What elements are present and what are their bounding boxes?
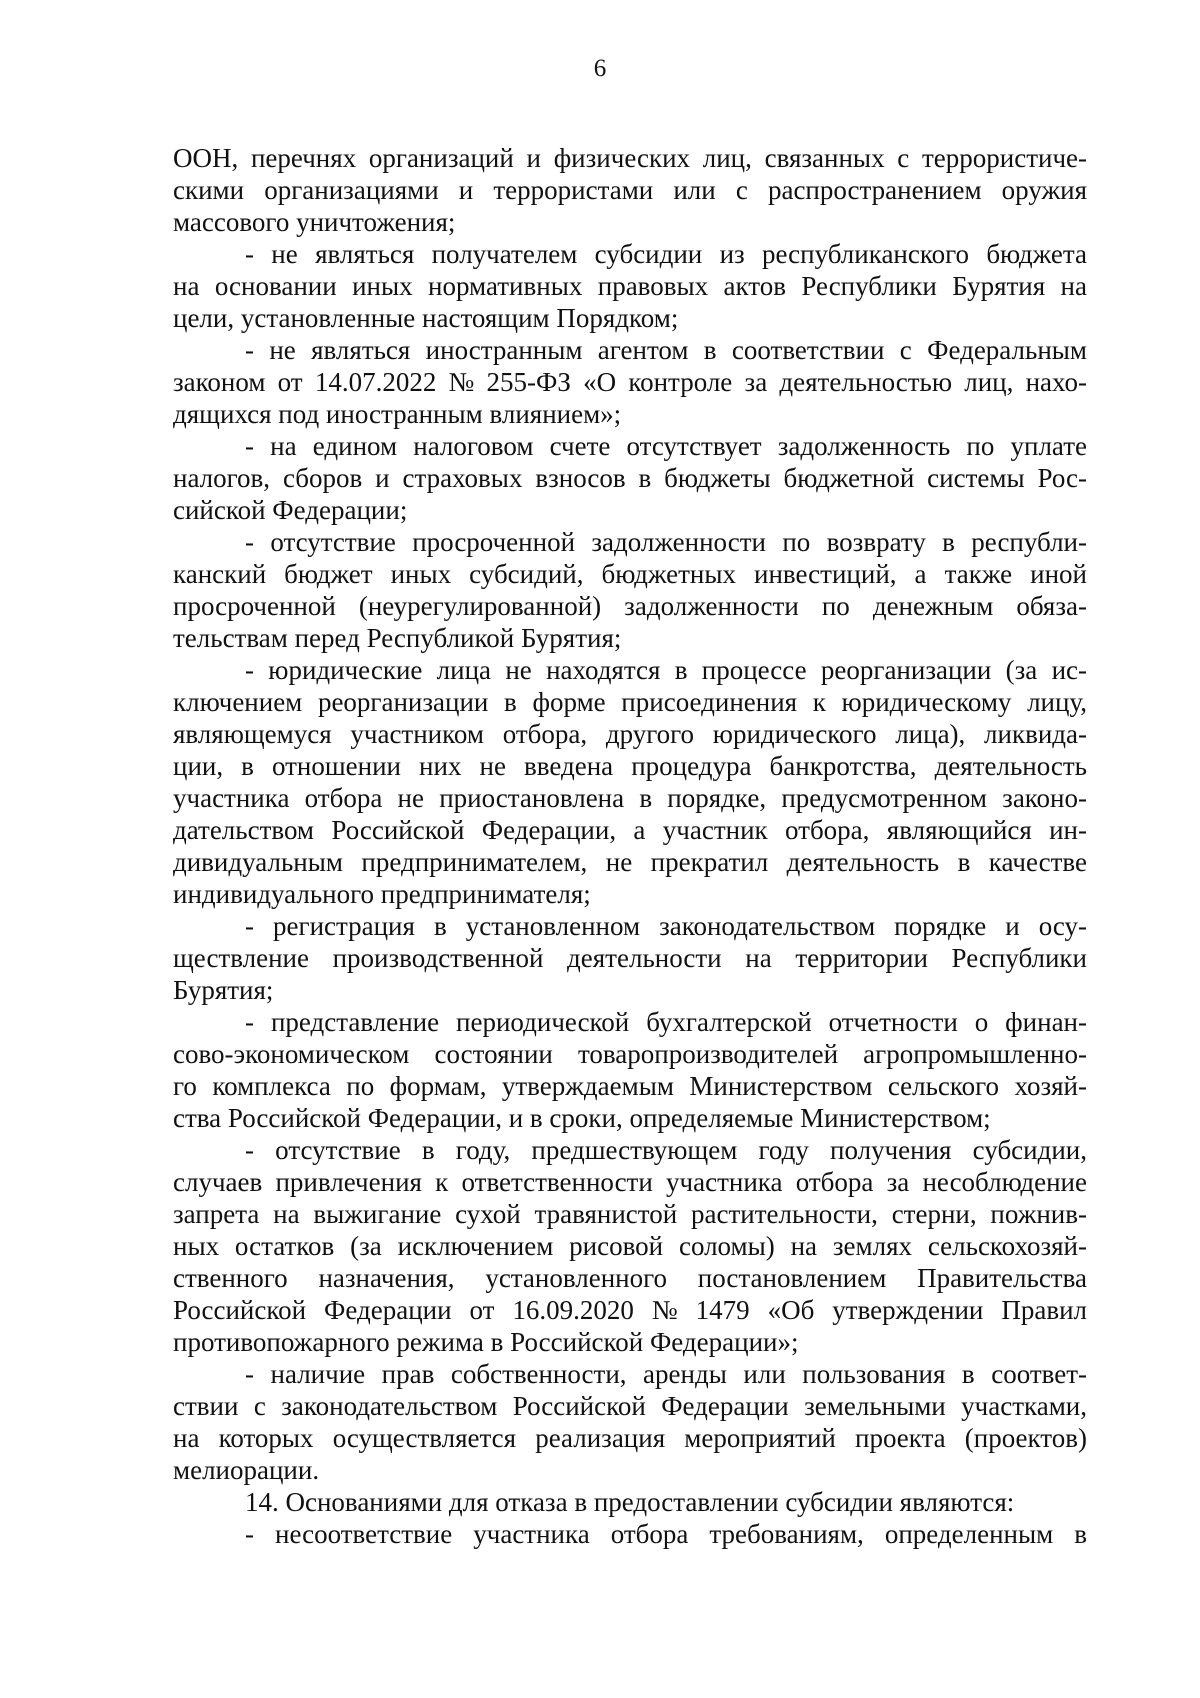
text-line: - юридические лица не находятся в процессе реорганизации (за ис- bbox=[245, 655, 1087, 685]
text-line: канский бюджет иных субсидий, бюджетных инвестиций, а также иной bbox=[173, 559, 1087, 589]
text-line: просроченной (неурегулированной) задолженности по денежным обяза- bbox=[173, 591, 1087, 621]
text-line: противопожарного режима в Российской Федерации»; bbox=[173, 1327, 799, 1357]
text-line: дящихся под иностранным влиянием»; bbox=[173, 399, 622, 429]
text-line: - отсутствие в году, предшествующем году получения субсидии, bbox=[245, 1135, 1087, 1165]
text-line: - регистрация в установленном законодательством порядке и осу- bbox=[245, 911, 1087, 941]
page-number: 6 bbox=[593, 55, 607, 82]
text-line: - отсутствие просроченной задолженности по возврату в республи- bbox=[245, 527, 1087, 557]
text-line: дательством Российской Федерации, а участник отбора, являющийся ин- bbox=[173, 815, 1087, 845]
text-line: индивидуального предпринимателя; bbox=[173, 879, 591, 909]
text-line: - представление периодической бухгалтерской отчетности о финан- bbox=[245, 1007, 1087, 1037]
text-line: ства Российской Федерации, и в сроки, определяемые Министерством; bbox=[173, 1103, 991, 1133]
text-line: сийской Федерации; bbox=[173, 495, 408, 525]
body-text bbox=[173, 142, 1087, 1550]
text-line: участника отбора не приостановлена в порядке, предусмотренном законо- bbox=[173, 783, 1087, 813]
text-line: на основании иных нормативных правовых актов Республики Бурятия на bbox=[173, 271, 1087, 301]
text-line: тельствам перед Республикой Бурятия; bbox=[173, 623, 622, 653]
text-line: ции, в отношении них не введена процедура банкротства, деятельность bbox=[173, 751, 1087, 781]
text-line: ООН, перечнях организаций и физических лиц, связанных с террористиче- bbox=[173, 143, 1087, 173]
text-line: ключением реорганизации в форме присоединения к юридическому лицу, bbox=[173, 687, 1087, 717]
text-line: случаев привлечения к ответственности участника отбора за несоблюдение bbox=[173, 1167, 1087, 1197]
text-line: ственного назначения, установленного постановлением Правительства bbox=[173, 1263, 1087, 1293]
text-line: ществление производственной деятельности на территории Республики bbox=[173, 943, 1087, 973]
text-line: - несоответствие участника отбора требованиям, определенным в bbox=[245, 1519, 1087, 1549]
text-line: скими организациями и террористами или с распространением оружия bbox=[173, 175, 1087, 205]
text-line: цели, установленные настоящим Порядком; bbox=[173, 303, 679, 333]
text-line: ных остатков (за исключением рисовой соломы) на землях сельскохозяй- bbox=[173, 1231, 1087, 1261]
text-line: - наличие прав собственности, аренды или пользования в соответ- bbox=[245, 1359, 1087, 1389]
text-line: мелиорации. bbox=[173, 1455, 320, 1485]
text-line: законом от 14.07.2022 № 255-ФЗ «О контроле за деятельностью лиц, нахо- bbox=[173, 367, 1087, 397]
text-line: массового уничтожения; bbox=[173, 207, 456, 237]
text-line: - не являться иностранным агентом в соответствии с Федеральным bbox=[245, 335, 1087, 365]
text-line: на которых осуществляется реализация мероприятий проекта (проектов) bbox=[173, 1423, 1087, 1453]
text-line: ствии с законодательством Российской Федерации земельными участками, bbox=[173, 1391, 1087, 1421]
text-line: го комплекса по формам, утверждаемым Министерством сельского хозяй- bbox=[173, 1071, 1087, 1101]
text-line: 14. Основаниями для отказа в предоставлении субсидии являются: bbox=[245, 1487, 1015, 1517]
text-line: Российской Федерации от 16.09.2020 № 1479 «Об утверждении Правил bbox=[173, 1295, 1087, 1325]
text-line: запрета на выжигание сухой травянистой растительности, стерни, пожнив- bbox=[173, 1199, 1087, 1229]
text-line: дивидуальным предпринимателем, не прекратил деятельность в качестве bbox=[173, 847, 1087, 877]
text-line: сово-экономическом состоянии товаропроизводителей агропромышленно- bbox=[173, 1039, 1087, 1069]
text-line: являющемуся участником отбора, другого юридического лица), ликвида- bbox=[173, 719, 1087, 749]
text-line: налогов, сборов и страховых взносов в бюджеты бюджетной системы Рос- bbox=[173, 463, 1087, 493]
text-line: Бурятия; bbox=[173, 975, 274, 1005]
text-line: - на едином налоговом счете отсутствует задолженность по уплате bbox=[245, 431, 1087, 461]
text-line: - не являться получателем субсидии из республиканского бюджета bbox=[245, 239, 1087, 269]
